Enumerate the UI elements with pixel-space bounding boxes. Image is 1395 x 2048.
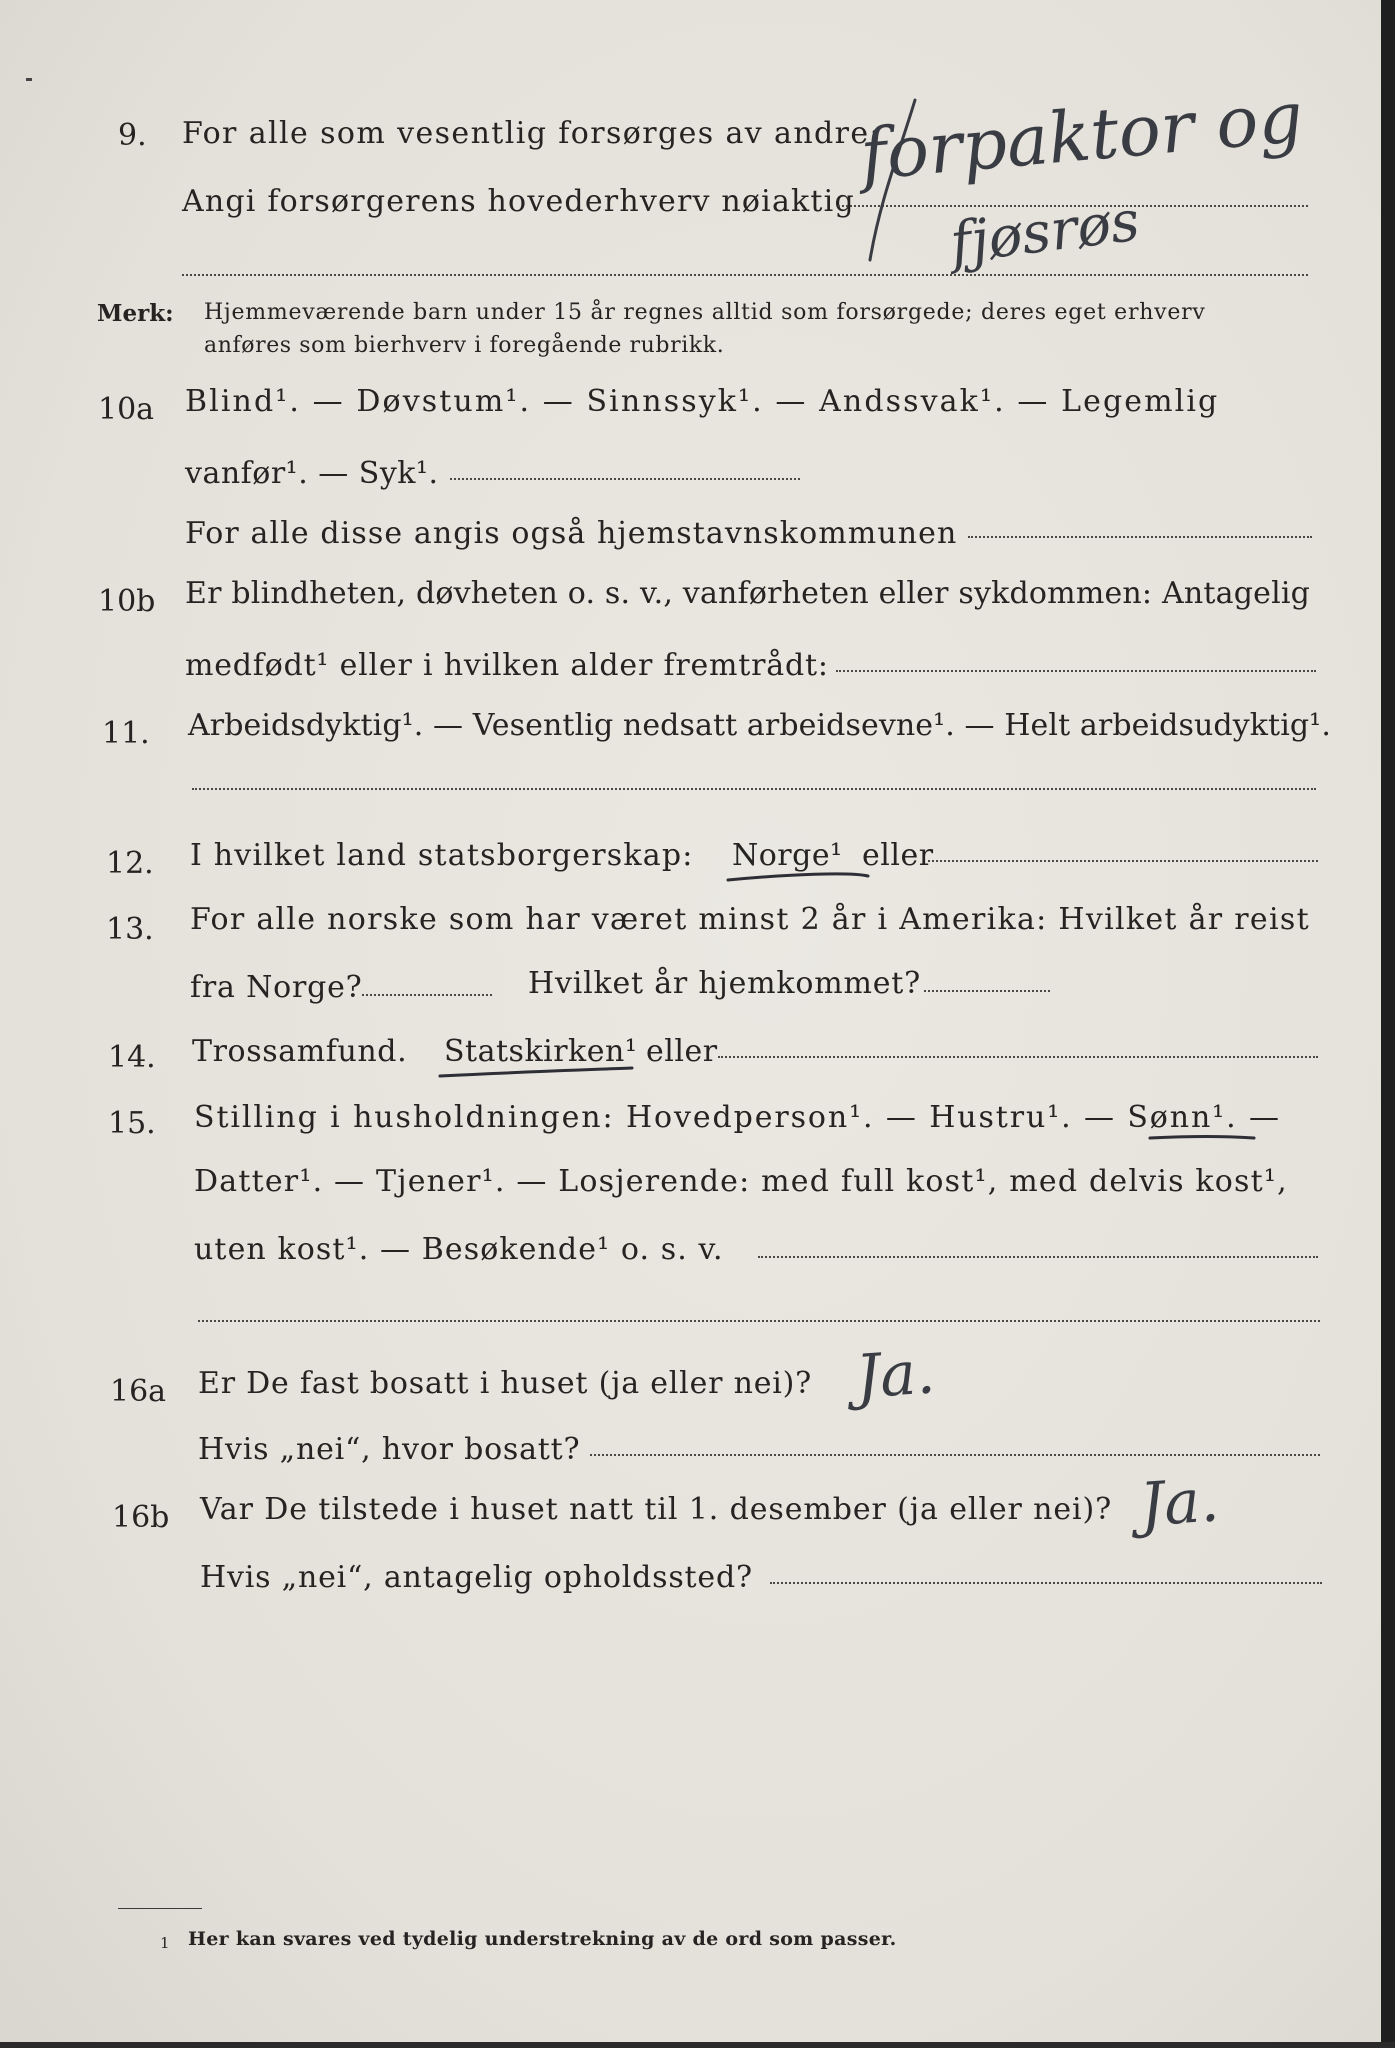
footnote-mark: 1: [160, 1934, 170, 1952]
question-number: 9.: [118, 118, 147, 153]
question-text: vanfør¹. — Syk¹.: [185, 456, 439, 491]
question-text: I hvilket land statsborgerskap:: [190, 838, 694, 873]
question-text: For alle disse angis også hjemstavnskommunen: [185, 516, 958, 551]
question-text: medfødt¹ eller i hvilken alder fremtrådt:: [185, 648, 829, 683]
underline-norge: [728, 874, 868, 880]
answer-9-flourish: [870, 100, 915, 260]
question-number: 10b: [98, 584, 156, 619]
option-underlined: Statskirken¹: [444, 1034, 638, 1069]
question-text: For alle norske som har været minst 2 år i Amerika: Hvilket år reist: [190, 902, 1310, 937]
question-number: 13.: [106, 912, 154, 947]
question-number: 15.: [108, 1106, 156, 1141]
question-text: Hvis „nei“, hvor bosatt?: [198, 1432, 581, 1467]
question-number: 10a: [98, 392, 155, 427]
question-number: 16b: [112, 1500, 170, 1535]
question-text: Datter¹. — Tjener¹. — Losjerende: med full kost¹, med delvis kost¹,: [194, 1164, 1288, 1199]
option-underlined: Norge¹: [732, 838, 843, 873]
question-text: For alle som vesentlig forsørges av andre:: [182, 116, 882, 151]
question-text: Er blindheten, døvheten o. s. v., vanførheten eller sykdommen: Antagelig: [185, 576, 1311, 611]
question-number: 16a: [110, 1374, 167, 1409]
question-text: Hvis „nei“, antagelig opholdssted?: [200, 1560, 753, 1595]
question-text: Hvilket år hjemkommet?: [528, 966, 922, 1001]
note-text: anføres som bierhverv i foregående rubrikk.: [204, 333, 725, 358]
underline-statskirken: [440, 1068, 632, 1076]
question-text: fra Norge?: [190, 970, 363, 1005]
question-text: Var De tilstede i huset natt til 1. desember (ja eller nei)?: [200, 1492, 1113, 1527]
handwritten-answer: fjøsrøs: [946, 188, 1144, 277]
question-number: 11.: [102, 716, 150, 751]
handwritten-answer: forpaktor og: [857, 75, 1307, 197]
question-number: 12.: [106, 846, 154, 881]
question-text: Blind¹. — Døvstum¹. — Sinnssyk¹. — Andssvak¹. — Legemlig: [185, 384, 1220, 419]
question-text: Angi forsørgerens hovederhverv nøiaktig: [182, 184, 855, 219]
footnote-text: Her kan svares ved tydelig understrekning av de ord som passer.: [188, 1928, 897, 1950]
note-label: Merk:: [97, 300, 174, 327]
handwritten-answer: Ja.: [853, 1337, 938, 1413]
note-text: Hjemmeværende barn under 15 år regnes alltid som forsørgede; deres eget erhverv: [204, 300, 1206, 325]
handwritten-answer: Ja.: [1137, 1465, 1222, 1541]
question-text: eller: [646, 1034, 718, 1069]
question-number: 14.: [108, 1040, 156, 1075]
question-text: Trossamfund.: [192, 1034, 408, 1069]
question-text: eller: [862, 838, 934, 873]
question-text: Stilling i husholdningen: Hovedperson¹. — Hustru¹. — Sønn¹. —: [194, 1100, 1281, 1135]
question-text: uten kost¹. — Besøkende¹ o. s. v.: [194, 1232, 724, 1267]
question-text: Er De fast bosatt i huset (ja eller nei)?: [198, 1366, 813, 1401]
question-text: Arbeidsdyktig¹. — Vesentlig nedsatt arbeidsevne¹. — Helt arbeidsudyktig¹.: [188, 708, 1331, 743]
underline-sonn: [1150, 1137, 1254, 1139]
